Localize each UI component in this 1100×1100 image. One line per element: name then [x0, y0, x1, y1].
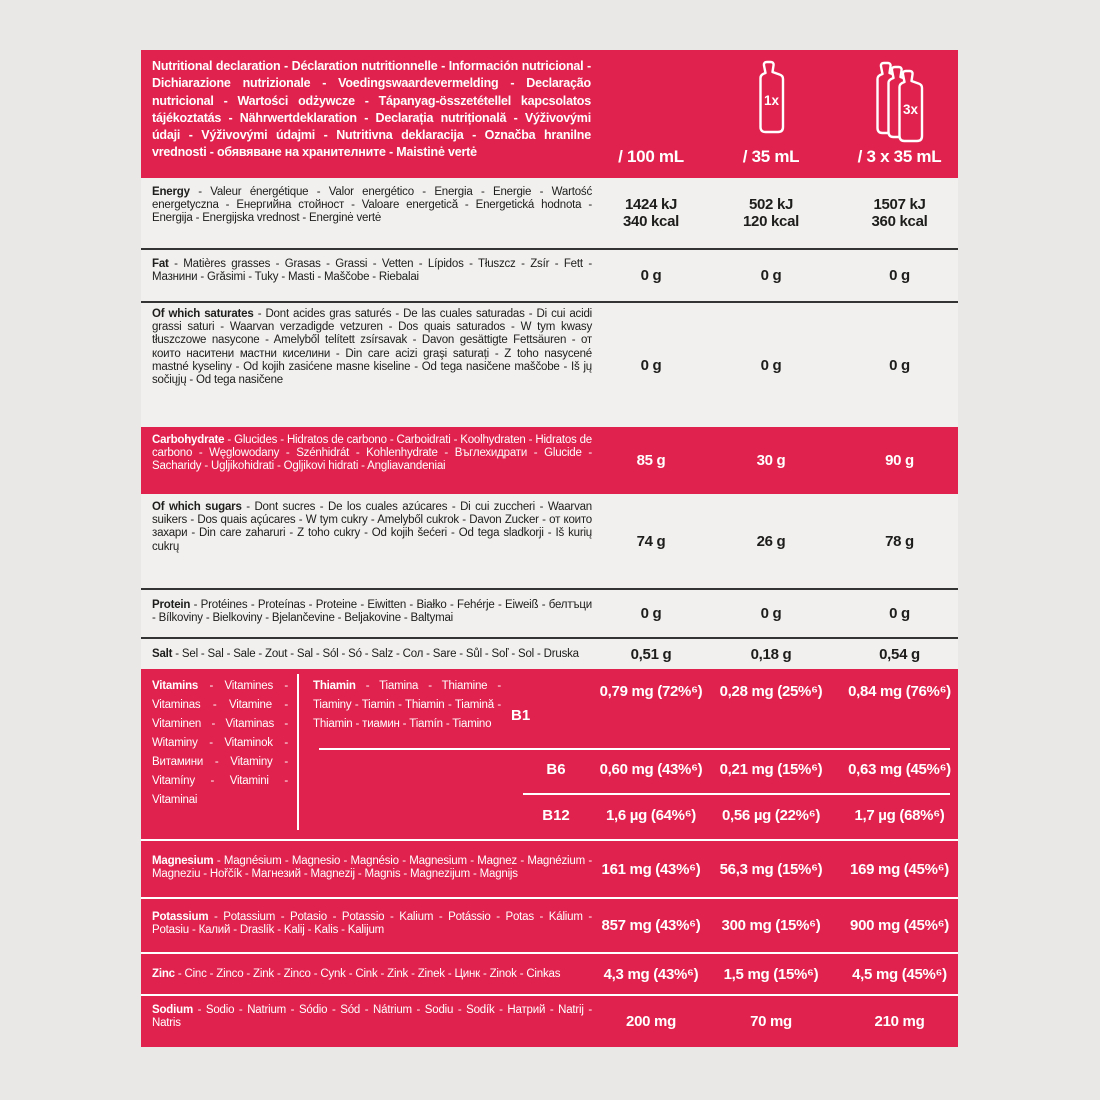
- value-per-35ml: 26 g: [756, 532, 786, 550]
- vitamins-rows: [297, 669, 958, 839]
- row-vitamin-b12: [297, 791, 958, 839]
- value-per-3x35ml: 0 g: [889, 356, 910, 374]
- gel-sachet-icon: [756, 59, 786, 140]
- row-vitamins: [141, 669, 958, 839]
- value-per-100ml: 200 mg: [626, 1013, 676, 1030]
- value-per-100ml: 74 g: [636, 532, 666, 550]
- value-per-3x35ml: 0,54 g: [879, 645, 920, 663]
- value-per-35ml: 70 mg: [750, 1013, 792, 1030]
- row-label: Magnesium - Magnésium - Magnesio - Magnésio - Magnesium - Magnez - Magnézium - Magneziu - Hořčík - Магнезий - Magnezij - Magnis - Magnezijum - Magnijs: [152, 855, 592, 881]
- column-header-per-35ml: [701, 50, 841, 178]
- row-potassium: [141, 897, 958, 952]
- value-per-100ml: 0,79 mg (72%⁶): [599, 683, 703, 700]
- row-vitamin-b1: [297, 669, 958, 748]
- gel-sachet-triple-icon: [873, 60, 926, 144]
- vitamin-code: B12: [542, 806, 570, 824]
- value-per-3x35ml: 0,84 mg (76%⁶): [848, 683, 951, 700]
- value-per-35ml: 0 g: [760, 356, 782, 374]
- header-columns: [601, 50, 958, 178]
- value-per-100ml: 857 mg (43%⁶): [601, 917, 701, 934]
- value-per-35ml: 56,3 mg (15%⁶): [719, 860, 823, 878]
- sachet-count-label: 3x: [902, 102, 919, 117]
- row-fat: [141, 248, 958, 301]
- row-protein: [141, 588, 958, 637]
- column-header-per-100ml: [601, 50, 701, 178]
- row-label: Fat - Matières grasses - Grasas - Grassi - Vetten - Lípidos - Tłuszcz - Zsír - Fett - Мазнини - Grăsimi - Tuky - Masti - Maščobe - Riebalai: [152, 258, 592, 284]
- row-energy: [141, 178, 958, 248]
- value-per-3x35ml: 90 g: [885, 452, 914, 469]
- vitamin-code: B6: [546, 761, 566, 778]
- value-per-3x35ml: 1,7 µg (68%⁶): [854, 806, 945, 824]
- row-magnesium: [141, 839, 958, 897]
- vitamins-divider: [297, 674, 299, 830]
- row-vitamin-b6: [297, 748, 958, 791]
- thiamin-label: Thiamin - Tiamina - Thiamine - Tiaminy - Tiamin - Thiamin - Tiamină - Thiamin - тиамин - Tiamín - Tiamino: [313, 680, 501, 730]
- row-label: Zinc - Cinc - Zinco - Zink - Zinco - Cynk - Cink - Zink - Zinek - Цинк - Zinok - Cinkas: [152, 968, 561, 980]
- value-per-100ml: 0,60 mg (43%⁶): [599, 761, 703, 778]
- value-per-100ml: 0 g: [640, 605, 662, 622]
- row-label: Of which sugars - Dont sucres - De los cuales azúcares - Di cui zuccheri - Waarvan suikers - Dos quais açúcares - W tym cukry - Amelyből cukrok - Davon Zucker - от които захари - Din care zaharuri - Z toho cukry - Od kojih šećeri - Od tega sladkorji - Iš kurių cukrų: [152, 501, 593, 553]
- row-label: Sodium - Sodio - Natrium - Sódio - Sód - Nátrium - Sodiu - Sodík - Натрий - Natrij - Natris: [152, 1004, 592, 1030]
- value-per-100ml: 85 g: [636, 452, 666, 469]
- value-per-3x35ml: 0,63 mg (45%⁶): [848, 761, 951, 778]
- vitamin-row-separator: [523, 793, 950, 795]
- row-label: Salt - Sel - Sal - Sale - Zout - Sal - Sól - Só - Salz - Сол - Sare - Sůl - Soľ - Sol - Druska: [152, 648, 579, 660]
- value-per-35ml: 0 g: [760, 267, 782, 284]
- value-per-35ml: 502 kJ 120 kcal: [743, 196, 799, 230]
- value-per-3x35ml: 169 mg (45%⁶): [850, 860, 949, 878]
- value-per-35ml: 0 g: [760, 605, 782, 622]
- row-label: Of which saturates - Dont acides gras saturés - De las cuales saturadas - Di cui acidi grassi saturi - Waarvan verzadigde vetzuren - Dos quais saturados - W tym kwasy tłuszczowe nasycone - Amelyből telített zsírsavak - Davon gesättigte Fettsäuren - от които наситени мастни киселини - Din care acizi graşi saturați - Z toho nasycené mastné kyseliny - Od kojih zasićene masne kiseline - Od tega nasičene maščobe - Iš jų sočiųjų - Od tega nasičene: [152, 308, 592, 387]
- row-zinc: [141, 952, 958, 994]
- value-per-35ml: 0,28 mg (25%⁶): [719, 683, 823, 700]
- value-per-3x35ml: 210 mg: [874, 1013, 925, 1030]
- header-title: Nutritional declaration - Déclaration nutritionnelle - Información nutricional - Dichiarazione nutrizionale - Voedingswaardevermelding - Declaração nutricional - Wartości odżywcze - Tápanyag-összetétellel kapcsolatos tájékoztatás - Nährwertdeklaration - Declarația nutrițională - Výživovými údaji - Výživovými údajmi - Nutritivna deklaracija - Označba hranilne vrednosti - обявяване на хранителните - Maistinė vertė: [152, 59, 591, 160]
- vitamin-row-separator: [319, 748, 950, 750]
- row-label: Protein - Protéines - Proteínas - Proteine - Eiwitten - Białko - Fehérje - Eiweiß - белтъци - Bílkoviny - Bielkoviny - Bjelančevine - Beljakovine - Baltymai: [152, 599, 592, 625]
- sachet-count-label: 1x: [763, 93, 780, 108]
- table-header: [141, 50, 958, 178]
- row-saturates: [141, 301, 958, 427]
- value-per-35ml: 30 g: [756, 452, 786, 469]
- value-per-3x35ml: 1507 kJ 360 kcal: [871, 196, 928, 230]
- value-per-100ml: 1,6 µg (64%⁶): [605, 806, 696, 824]
- vitamins-label: Vitamins - Vitamines - Vitaminas - Vitamine - Vitaminen - Vitaminas - Witaminy - Vitaminok - Витамини - Vitaminy - Vitamíny - Vitamini - Vitaminai: [152, 680, 288, 806]
- row-sugars: [141, 494, 958, 588]
- value-per-35ml: 1,5 mg (15%⁶): [723, 965, 819, 983]
- row-label: Carbohydrate - Glucides - Hidratos de carbono - Carboidrati - Koolhydraten - Hidratos de carbono - Węglowodany - Szénhidrát - Kohlenhydrate - Въглехидрати - Glucide - Sacharidy - Ugljikohidrati - Ogljikovi hidrati - Angliavandeniai: [152, 434, 592, 473]
- value-per-35ml: 300 mg (15%⁶): [721, 917, 821, 934]
- row-label: Energy - Valeur énergétique - Valor energético - Energia - Energie - Wartość energetyczna - Енергийна стойност - Valoare energetică - Energetická hodnota - Energija - Energijska vrednost - Energinė vertė: [152, 186, 592, 225]
- nutrition-declaration-table: [141, 50, 958, 1047]
- value-per-3x35ml: 0 g: [889, 267, 910, 284]
- row-carbohydrate: [141, 427, 958, 494]
- value-per-100ml: 1424 kJ 340 kcal: [623, 196, 679, 230]
- value-per-100ml: 4,3 mg (43%⁶): [603, 965, 699, 983]
- value-per-3x35ml: 0 g: [889, 605, 910, 622]
- value-per-100ml: 0,51 g: [630, 645, 672, 663]
- value-per-35ml: 0,56 µg (22%⁶): [721, 806, 821, 824]
- value-per-3x35ml: 900 mg (45%⁶): [850, 917, 949, 934]
- row-label: Potassium - Potassium - Potasio - Potassio - Kalium - Potássio - Potas - Kálium - Potasiu - Калий - Draslík - Kalij - Kalis - Kalijum: [152, 911, 592, 937]
- column-header-per-3x35ml: [841, 50, 958, 178]
- vitamin-code: B1: [511, 707, 531, 724]
- row-sodium: [141, 994, 958, 1047]
- row-salt: [141, 637, 958, 669]
- value-per-35ml: 0,18 g: [750, 645, 792, 663]
- column-label: / 100 mL: [618, 147, 684, 166]
- value-per-100ml: 0 g: [640, 356, 662, 374]
- value-per-100ml: 161 mg (43%⁶): [601, 860, 701, 878]
- value-per-3x35ml: 4,5 mg (45%⁶): [852, 965, 947, 983]
- column-label: / 35 mL: [742, 147, 800, 166]
- column-label: / 3 x 35 mL: [857, 147, 942, 166]
- value-per-100ml: 0 g: [640, 267, 662, 284]
- value-per-3x35ml: 78 g: [885, 532, 914, 550]
- value-per-35ml: 0,21 mg (15%⁶): [719, 761, 823, 778]
